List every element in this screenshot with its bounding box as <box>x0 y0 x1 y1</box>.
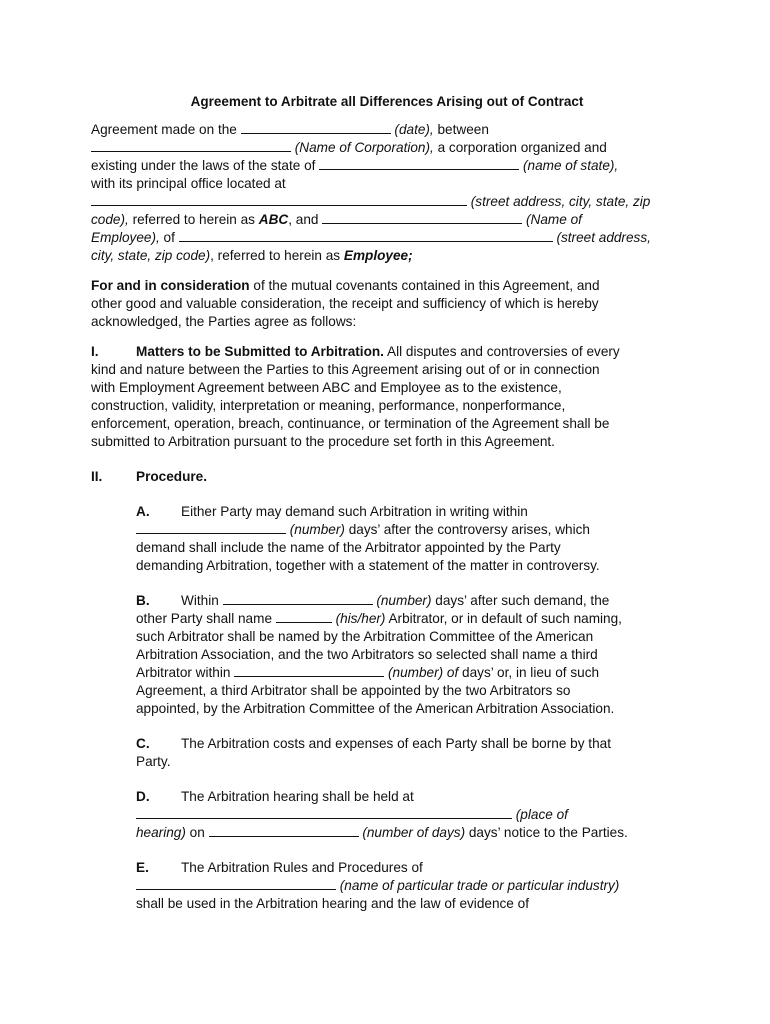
consideration-paragraph <box>91 277 683 331</box>
consideration-heading: For and in consideration <box>91 278 250 293</box>
paragraph-text: All disputes and controversies of every <box>387 344 620 359</box>
paragraph-text: appointed, by the Arbitration Committee of the American Arbitration Association. <box>136 701 615 716</box>
paragraph-text: days’ notice to the Parties. <box>468 825 628 840</box>
paragraph-text: enforcement, operation, breach, continuance, or termination of the Agreement shall be <box>91 416 610 431</box>
subsection-d <box>91 788 683 842</box>
days-blank <box>209 824 359 837</box>
place-hint: (place of <box>515 807 568 822</box>
paragraph-text: demanding Arbitration, together with a statement of the matter in controversy. <box>136 558 600 573</box>
date-hint: (date), <box>394 122 434 137</box>
intro-text: , and <box>288 212 319 227</box>
paragraph-text: construction, validity, interpretation or meaning, performance, nonperformance, <box>91 398 566 413</box>
subsection-letter: A. <box>136 504 150 519</box>
paragraph-text: Party. <box>136 754 171 769</box>
address-hint: code), <box>91 212 129 227</box>
intro-text: Agreement made on the <box>91 122 237 137</box>
number-hint: (number) <box>289 522 345 537</box>
employee-address-blank <box>179 229 553 242</box>
his-her-blank <box>276 610 332 623</box>
date-blank <box>241 121 391 134</box>
section-2 <box>91 468 683 913</box>
paragraph-text: of the mutual covenants contained in this Agreement, and <box>253 278 600 293</box>
section-heading: Procedure. <box>136 469 208 484</box>
section-1 <box>91 343 683 451</box>
paragraph-text: Arbitrator within <box>136 665 231 680</box>
paragraph-text: Either Party may demand such Arbitration in writing within <box>181 504 528 519</box>
subsection-c <box>91 735 683 771</box>
state-hint: (name of state), <box>523 158 619 173</box>
address-hint: city, state, zip code) <box>91 248 211 263</box>
intro-text: of <box>163 230 175 245</box>
number-blank <box>136 521 286 534</box>
street-address-blank <box>91 193 467 206</box>
paragraph-text: kind and nature between the Parties to this Agreement arising out of or in connection <box>91 362 600 377</box>
intro-paragraph <box>91 121 683 265</box>
employee-name-blank <box>322 211 522 224</box>
paragraph-text: demand shall include the name of the Arbitrator appointed by the Party <box>136 540 561 555</box>
paragraph-text: such Arbitrator shall be named by the Arbitration Committee of the American <box>136 629 594 644</box>
intro-text: referred to herein as <box>132 212 255 227</box>
number-blank <box>223 592 373 605</box>
paragraph-text: other Party shall name <box>136 611 273 626</box>
paragraph-text: The Arbitration costs and expenses of each Party shall be borne by that <box>181 736 611 751</box>
paragraph-text: days’ after the controversy arises, which <box>348 522 590 537</box>
paragraph-text: Agreement, a third Arbitrator shall be appointed by the two Arbitrators so <box>136 683 571 698</box>
intro-text: , referred to herein as <box>210 248 341 263</box>
his-her-hint: (his/her) <box>335 611 386 626</box>
intro-text: a corporation organized and <box>437 140 607 155</box>
employee-hint: (Name of <box>526 212 582 227</box>
place-hint: hearing) <box>136 825 186 840</box>
section-heading: Matters to be Submitted to Arbitration. <box>136 344 384 359</box>
employee-term: Employee; <box>343 248 413 263</box>
intro-text: existing under the laws of the state of <box>91 158 316 173</box>
employee-hint: Employee), <box>91 230 160 245</box>
number-hint: (number) <box>376 593 432 608</box>
subsection-b <box>91 592 683 718</box>
paragraph-text: Within <box>181 593 219 608</box>
number-blank <box>234 664 384 677</box>
paragraph-text: submitted to Arbitration pursuant to the procedure set forth in this Agreement. <box>91 434 555 449</box>
paragraph-text: with Employment Agreement between ABC and Employee as to the existence, <box>91 380 562 395</box>
document-page <box>91 94 683 913</box>
industry-blank <box>136 877 336 890</box>
paragraph-text: other good and valuable consideration, the receipt and sufficiency of which is hereby <box>91 296 599 311</box>
section-number: I. <box>91 344 99 359</box>
corporation-name-blank <box>91 139 291 152</box>
paragraph-text: The Arbitration hearing shall be held at <box>181 789 414 804</box>
days-hint: (number of days) <box>362 825 466 840</box>
subsection-e <box>91 859 683 913</box>
subsection-letter: C. <box>136 736 150 751</box>
paragraph-text: Arbitrator, or in default of such naming, <box>388 611 622 626</box>
paragraph-text: on <box>189 825 205 840</box>
intro-text: between <box>437 122 489 137</box>
corporation-hint: (Name of Corporation), <box>294 140 434 155</box>
intro-text: with its principal office located at <box>91 176 286 191</box>
address-hint: (street address, <box>556 230 651 245</box>
section-number: II. <box>91 469 103 484</box>
state-blank <box>319 157 519 170</box>
paragraph-text: acknowledged, the Parties agree as follows: <box>91 314 357 329</box>
paragraph-text: shall be used in the Arbitration hearing and the law of evidence of <box>136 896 529 911</box>
place-blank <box>136 806 512 819</box>
paragraph-text: days’ after such demand, the <box>435 593 610 608</box>
address-hint: (street address, city, state, zip <box>470 194 651 209</box>
paragraph-text: Arbitration Association, and the two Arbitrators so selected shall name a third <box>136 647 598 662</box>
subsection-letter: D. <box>136 789 150 804</box>
subsection-letter: B. <box>136 593 150 608</box>
abc-term: ABC <box>258 212 289 227</box>
paragraph-text: days’ or, in lieu of such <box>462 665 600 680</box>
subsection-letter: E. <box>136 860 149 875</box>
industry-hint: (name of particular trade or particular industry) <box>339 878 620 893</box>
number-hint: (number) of <box>388 665 459 680</box>
document-title: Agreement to Arbitrate all Differences Arising out of Contract <box>190 94 584 109</box>
subsection-a <box>91 503 683 575</box>
paragraph-text: The Arbitration Rules and Procedures of <box>181 860 423 875</box>
